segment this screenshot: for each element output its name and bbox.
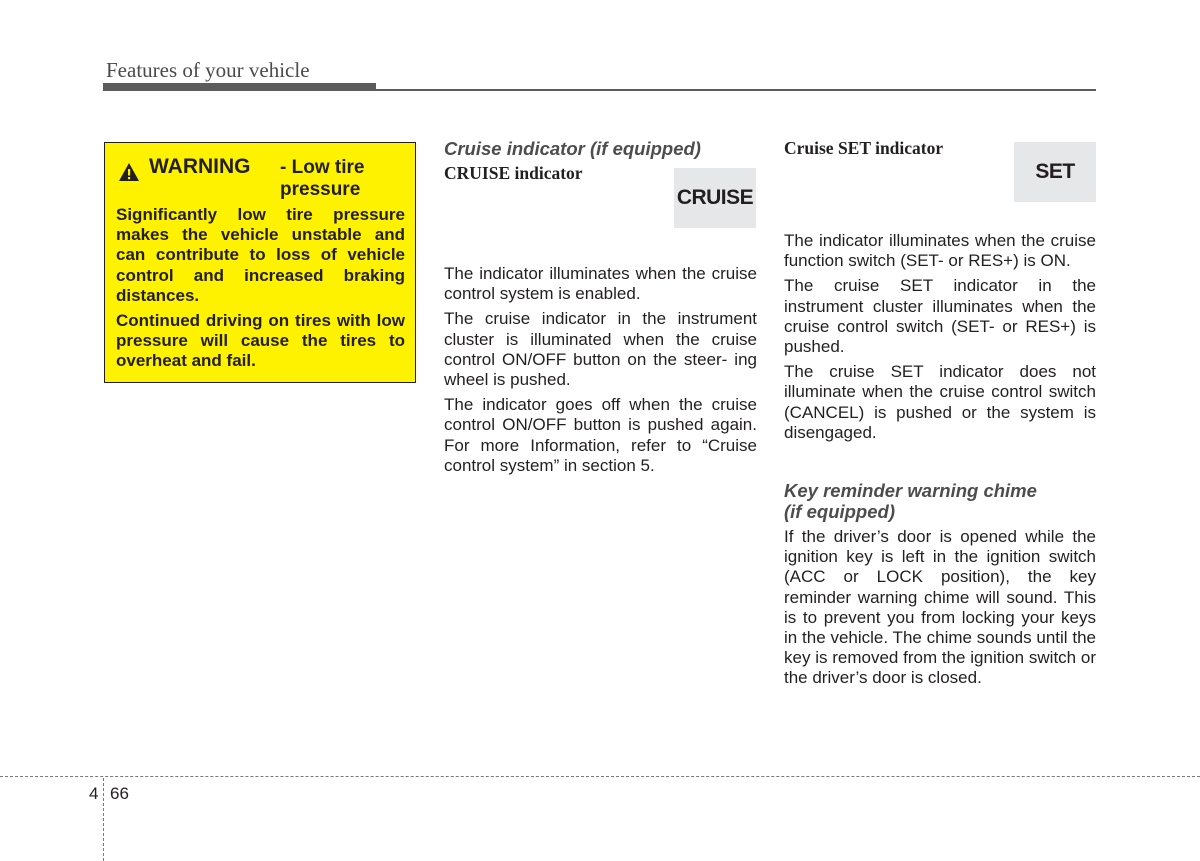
set-indicator-section bbox=[784, 138, 1096, 694]
cruise-section-heading: Cruise indicator (if equipped) bbox=[444, 138, 701, 159]
set-subheading: Cruise SET indicator bbox=[784, 138, 944, 158]
cruise-paragraph: The cruise indicator in the instrument cluster is illuminated when the cruise control ON/OFF button on the steer- ing wheel is pushed. bbox=[444, 309, 757, 390]
cruise-paragraph: The indicator goes off when the cruise control ON/OFF button is pushed again. For more Information, refer to “Cruise control system” in section 5. bbox=[444, 395, 757, 475]
header-rule-thin bbox=[103, 89, 1096, 91]
set-paragraph: The indicator illuminates when the cruise function switch (SET- or RES+) is ON. bbox=[784, 231, 1096, 271]
key-reminder-heading: Key reminder warning chime bbox=[784, 480, 1037, 502]
warning-subtitle-line1: - Low tire bbox=[280, 157, 365, 178]
warning-triangle-icon bbox=[118, 162, 140, 182]
cruise-subheading: CRUISE indicator bbox=[444, 163, 583, 183]
page-header-title: Features of your vehicle bbox=[106, 58, 310, 82]
set-paragraph: The cruise SET indicator in the instrument cluster illuminates when the cruise control switch (SET- or RES+) is pushed. bbox=[784, 276, 1096, 357]
footer-dashed-rule bbox=[0, 776, 1200, 777]
cruise-paragraph: The indicator illuminates when the cruise control system is enabled. bbox=[444, 264, 757, 304]
warning-subtitle-line2: pressure bbox=[280, 179, 361, 200]
warning-box bbox=[104, 142, 416, 383]
set-indicator-badge: SET bbox=[1014, 142, 1096, 202]
warning-paragraph: Continued driving on tires with low pressure will cause the tires to overheat and fail. bbox=[116, 311, 405, 371]
warning-heading bbox=[116, 155, 405, 203]
chapter-number: 4 bbox=[89, 784, 99, 803]
footer-dashed-vertical-rule bbox=[103, 778, 104, 861]
set-paragraph: The cruise SET indicator does not illuminate when the cruise control switch (CANCEL) is pushed or the system is disengaged. bbox=[784, 362, 1096, 442]
cruise-indicator-badge: CRUISE bbox=[674, 168, 756, 228]
key-reminder-heading-sub: (if equipped) bbox=[784, 501, 895, 523]
warning-label: WARNING bbox=[149, 155, 251, 178]
warning-paragraph: Significantly low tire pressure makes the vehicle unstable and can contribute to loss of vehicle control and increased braking distances. bbox=[116, 205, 405, 305]
page-number: 66 bbox=[110, 784, 129, 803]
key-reminder-paragraph: If the driver’s door is opened while the ignition key is left in the ignition switch (ACC or LOCK position), the key reminder warning chime will sound. This is to prevent you from locking your keys in the vehicle. The chime sounds until the key is removed from the ignition switch or the driver’s door is closed. bbox=[784, 527, 1096, 688]
